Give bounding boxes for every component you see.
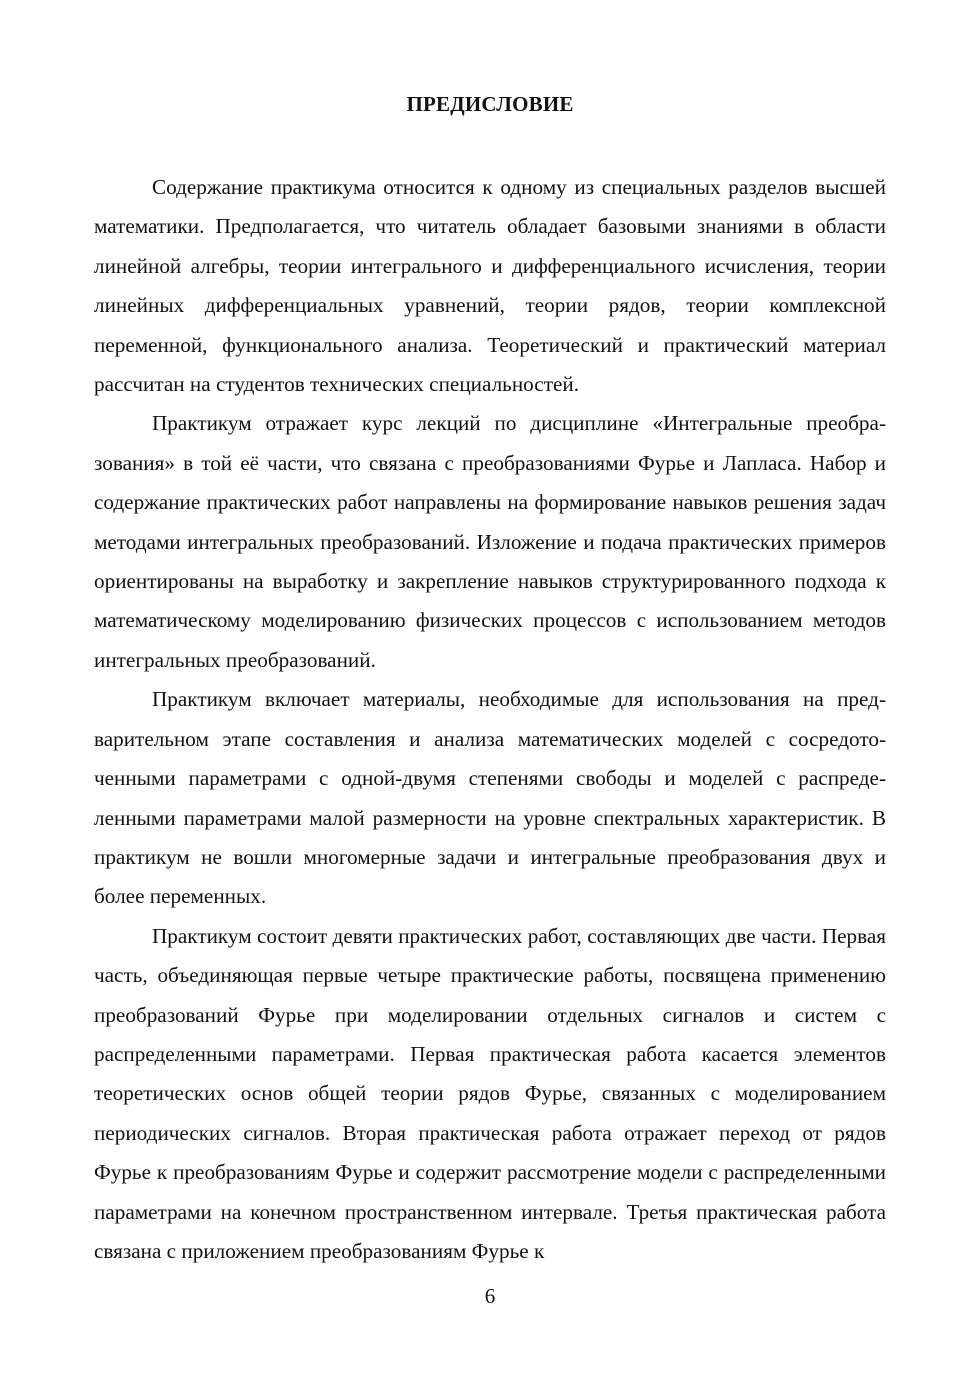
page-number: 6 [484,1284,496,1308]
body-text [94,168,886,1271]
paragraph-2: Практикум отражает курс лекций по дисциплине «Интегральные преобразования» в той её части, что связана с преобразованиями Фурье и Лапласа. Набор и содержание практических работ направлены на формирование навыков решения задач методами интегральных преобразований. Изложение и подача практических примеров ориентированы на выработку и закрепление навыков структурированного подхода к математическому моделированию физических процессов с использованием методов интегральных преобразований. [94,411,886,672]
paragraph-3: Практикум включает материалы, необходимые для использования на предварительном этапе составления и анализа математических моделей с сосредоточенными параметрами с одной-двумя степенями свободы и моделей с распределенными параметрами малой размерности на уровне спектральных характеристик. В практикум не вошли многомерные задачи и интегральные преобразования двух и более переменных. [94,687,886,909]
paragraph-4: Практикум состоит девяти практических работ, составляющих две части. Первая часть, объединяющая первые четыре практические работы, посвящена применению преобразований Фурье при моделировании отдельных сигналов и систем с распределенными параметрами. Первая практическая работа касается элементов теоретических основ общей теории рядов Фурье, связанных с моделированием периодических сигналов. Вторая практическая работа отражает переход от рядов Фурье к преобразованиям Фурье и содержит рассмотрение модели с распределенными параметрами на конечном пространственном интервале. Третья практическая работа связана с приложением преобразованиям Фурье к [94,923,886,1263]
page-title: ПРЕДИСЛОВИЕ [406,92,574,116]
paragraph-1: Содержание практикума относится к одному из специальных разделов высшей математики. Предполагается, что читатель обладает базовыми знаниями в области линейной алгебры, теории интегрального и дифференциального исчисления, теории линейных дифференциальных уравнений, теории рядов, теории комплексной переменной, функционального анализа. Теоретический и практический материал рассчитан на студентов технических специальностей. [94,175,886,397]
